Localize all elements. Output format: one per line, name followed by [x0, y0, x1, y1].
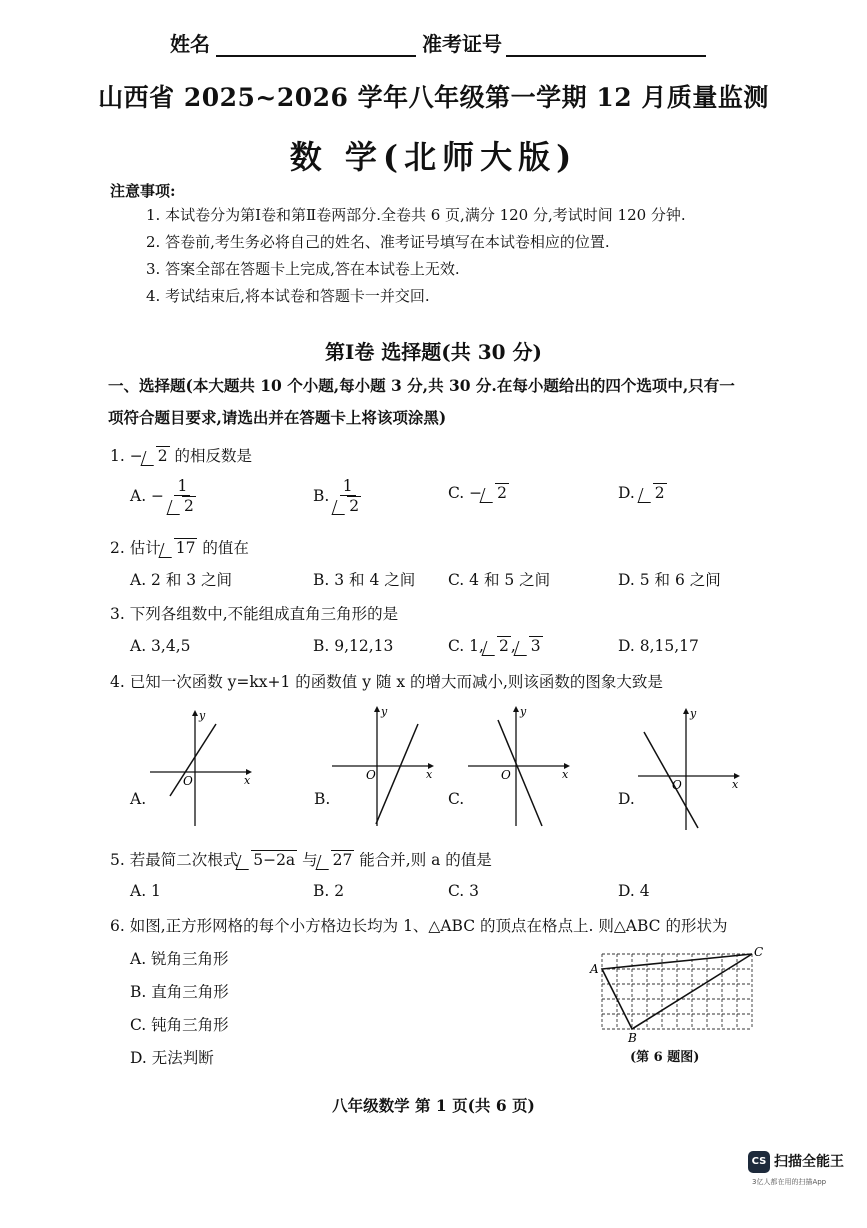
q2-option-a: A. 2 和 3 之间 — [130, 571, 233, 589]
vertex-b-label: B — [628, 1031, 637, 1044]
y-label: y — [690, 707, 697, 720]
sqrt: 5−2a — [238, 851, 297, 869]
section-instruction: 一、选择题(本大题共 10 个小题,每小题 3 分,共 30 分.在每小题给出的四个选项中,只有一 — [108, 376, 735, 395]
note-item: 4. 考试结束后,将本试卷和答题卡一并交回. — [146, 287, 430, 305]
function-line — [376, 724, 418, 824]
question-4: 4. 已知一次函数 y=kx+1 的函数值 y 随 x 的增大而减小,则该函数的图象大致是 — [110, 673, 663, 691]
y-axis-arrow — [513, 706, 519, 712]
section-instruction: 项符合题目要求,请选出并在答题卡上将该项涂黑) — [108, 408, 447, 427]
q1-option-b: B. $\frac{1}{2}$ — [313, 477, 360, 515]
x-label: x — [562, 768, 569, 781]
question-2: 2. 估计 17 的值在 — [110, 539, 249, 557]
y-label: y — [381, 705, 388, 718]
origin-label: O — [501, 768, 511, 782]
q6-option-a: A. 锐角三角形 — [130, 950, 229, 968]
question-1: 1. − 2 的相反数是 — [110, 447, 253, 465]
q2-option-d: D. 5 和 6 之间 — [618, 571, 721, 589]
q5-option-a: A. 1 — [130, 882, 161, 900]
note-item: 2. 答卷前,考生务必将自己的姓名、准考证号填写在本试卷相应的位置. — [146, 233, 610, 251]
q3-option-d: D. 8,15,17 — [618, 637, 699, 655]
origin-label: O — [366, 768, 376, 782]
question-3: 3. 下列各组数中,不能组成直角三角形的是 — [110, 605, 399, 623]
q5-option-c: C. 3 — [448, 882, 480, 900]
y-label: y — [520, 705, 527, 718]
q4-graph-a — [128, 704, 278, 834]
exam-id-blank — [506, 35, 706, 57]
q6-option-b: B. 直角三角形 — [130, 983, 229, 1001]
sqrt: 17 — [161, 539, 198, 557]
q6-figure-caption: (第 6 题图) — [630, 1050, 700, 1065]
q3-option-c: C. 1, 2 , 3 — [448, 637, 541, 655]
function-line — [170, 724, 216, 796]
exam-title: 山西省 2025~2026 学年八年级第一学期 12 月质量监测 — [98, 83, 769, 112]
x-label: x — [426, 768, 433, 781]
function-line — [644, 732, 698, 828]
y-axis-arrow — [683, 708, 689, 714]
q4-label-b: B. — [314, 790, 331, 808]
q4-label-d: D. — [618, 790, 635, 808]
q4-graph-d-svg — [616, 702, 766, 836]
origin-label: O — [672, 778, 682, 792]
origin-label: O — [183, 774, 193, 788]
q4-graph-b-svg — [310, 700, 460, 834]
q4-graph-d — [616, 702, 766, 836]
fraction: $\frac{1}{2}$ — [169, 478, 196, 516]
notes-title: 注意事项: — [110, 182, 176, 200]
q6-figure — [588, 940, 768, 1044]
x-label: x — [244, 774, 251, 787]
q4-label-c: C. — [448, 790, 465, 808]
q4-graph-c — [446, 700, 596, 834]
candidate-info-row — [170, 28, 706, 57]
vertex-c-label: C — [754, 945, 764, 959]
y-axis-arrow — [192, 710, 198, 716]
q6-grid-svg — [588, 940, 768, 1044]
q6-option-c: C. 钝角三角形 — [130, 1016, 229, 1034]
camscanner-name: 扫描全能王 — [774, 1154, 844, 1170]
y-label: y — [199, 709, 206, 722]
q4-graph-a-svg — [128, 704, 278, 834]
q1-option-a: A. − $\frac{1}{2}$ — [130, 477, 194, 515]
q2-option-c: C. 4 和 5 之间 — [448, 571, 551, 589]
q4-graph-c-svg — [446, 700, 596, 834]
q4-label-a: A. — [130, 790, 147, 808]
subject-title: 数 学(北师大版) — [289, 138, 578, 176]
name-blank — [216, 35, 416, 57]
vertex-a-label: A — [590, 962, 599, 976]
page-footer: 八年级数学 第 1 页(共 6 页) — [332, 1096, 535, 1115]
y-axis-arrow — [374, 706, 380, 712]
q3-option-b: B. 9,12,13 — [313, 637, 394, 655]
camscanner-tagline: 3亿人都在用的扫描App — [752, 1178, 827, 1186]
note-item: 3. 答案全部在答题卡上完成,答在本试卷上无效. — [146, 260, 460, 278]
exam-id-label: 准考证号 — [422, 32, 502, 56]
q1-option-c: C. − 2 — [448, 484, 508, 502]
q4-graph-b — [310, 700, 460, 834]
sqrt: 27 — [318, 851, 355, 869]
grid-lines — [602, 954, 752, 1029]
fraction: $\frac{1}{2}$ — [334, 478, 361, 516]
sqrt: 2 — [143, 447, 170, 465]
q2-option-b: B. 3 和 4 之间 — [313, 571, 416, 589]
camscanner-logo: CS — [748, 1151, 770, 1173]
q3-option-a: A. 3,4,5 — [130, 637, 191, 655]
q5-option-d: D. 4 — [618, 882, 650, 900]
note-item: 1. 本试卷分为第Ⅰ卷和第Ⅱ卷两部分.全卷共 6 页,满分 120 分,考试时间 120 分钟. — [146, 206, 686, 224]
section-title: 第Ⅰ卷 选择题(共 30 分) — [324, 340, 542, 364]
q1-option-d: D. 2 — [618, 484, 665, 502]
q6-option-d: D. 无法判断 — [130, 1049, 214, 1067]
name-label: 姓名 — [170, 32, 210, 56]
question-5: 5. 若最简二次根式 5−2a 与 27 能合并,则 a 的值是 — [110, 851, 492, 869]
x-label: x — [732, 778, 739, 791]
q5-option-b: B. 2 — [313, 882, 345, 900]
question-6: 6. 如图,正方形网格的每个小方格边长均为 1、△ABC 的顶点在格点上. 则△ABC 的形状为 — [110, 917, 728, 935]
